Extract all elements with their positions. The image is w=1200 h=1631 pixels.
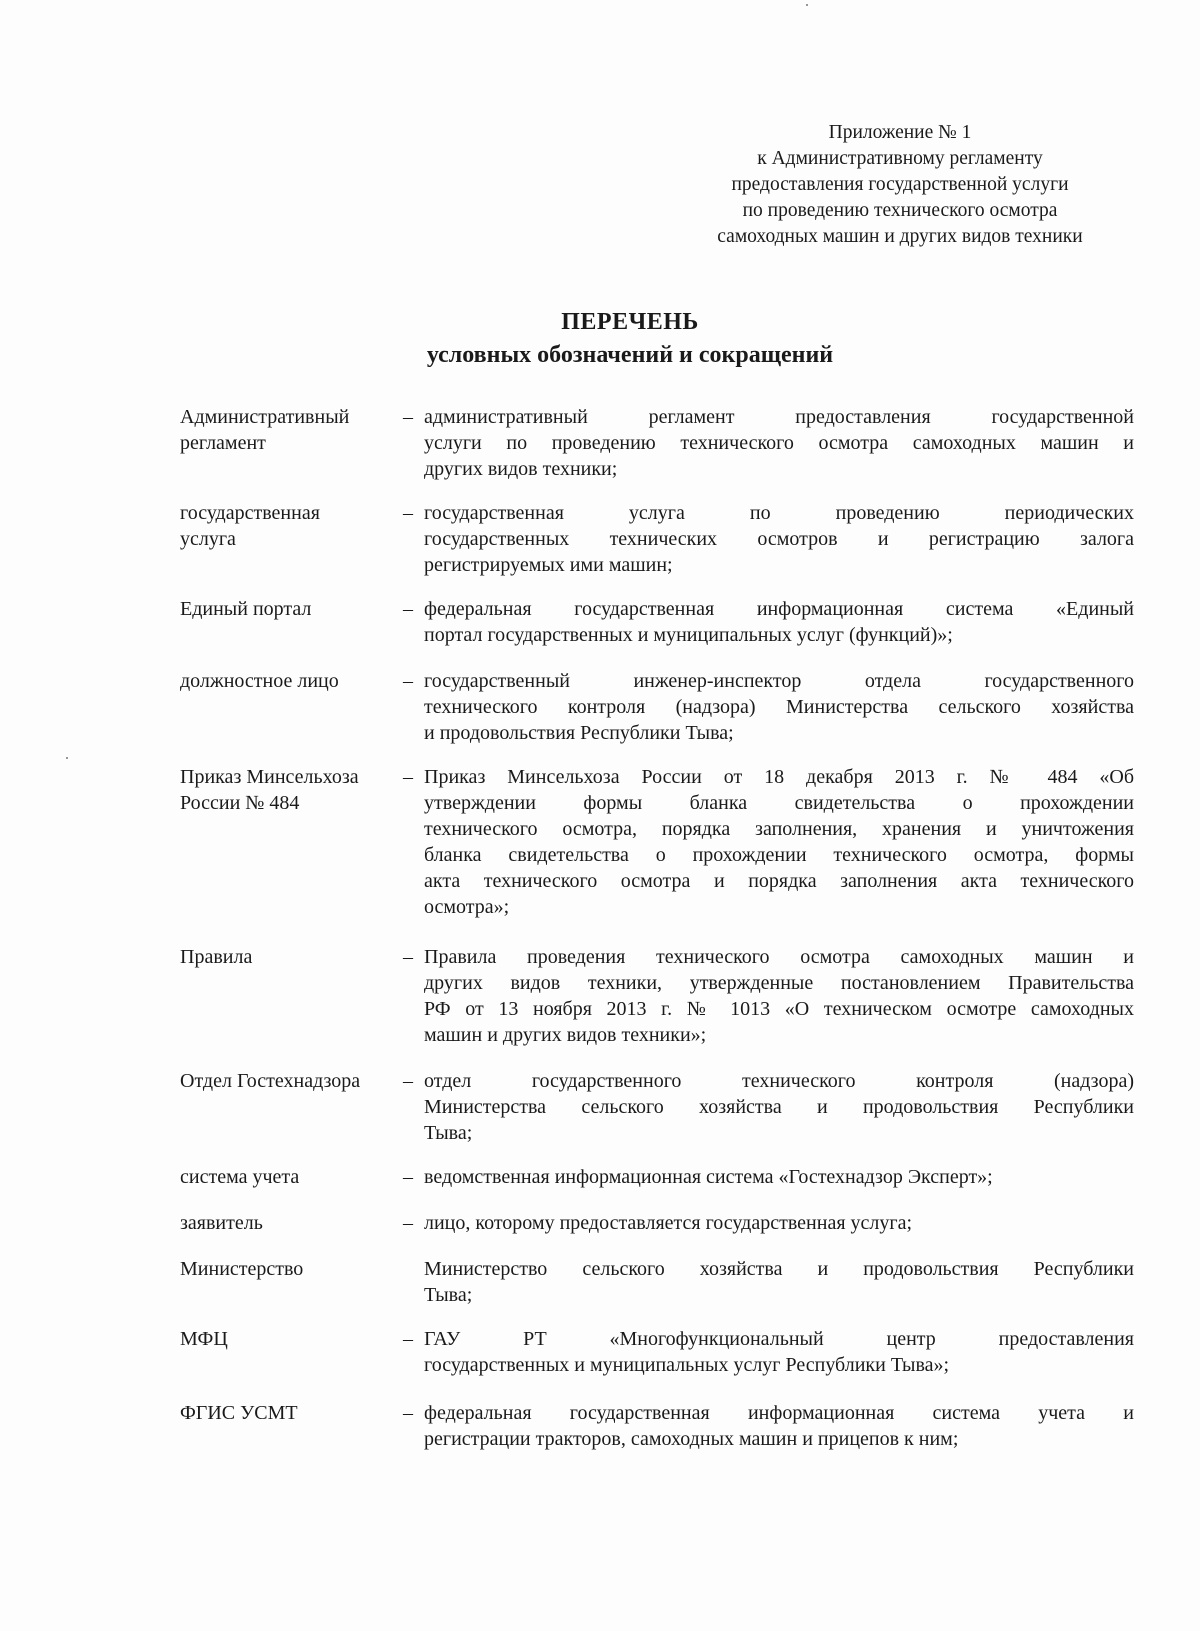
definition [424, 1164, 1134, 1190]
dash-separator: – [403, 1402, 413, 1424]
definition-line: технического контроля (надзора) Министерства сельского хозяйства [424, 696, 1134, 718]
definition [424, 668, 1134, 746]
dash-separator: – [403, 670, 413, 692]
term: Единый портал [180, 598, 312, 620]
definition-line: акта технического осмотра и порядка заполнения акта технического [424, 870, 1134, 892]
definition [424, 1210, 1134, 1236]
definition-line: Правила проведения технического осмотра самоходных машин и [424, 946, 1134, 968]
term: Правила [180, 946, 253, 968]
definition [424, 1256, 1134, 1308]
definition-line: государственный инженер-инспектор отдела государственного [424, 670, 1134, 692]
dash-separator: – [403, 1166, 413, 1188]
definition [424, 764, 1134, 920]
appendix-line: Приложение № 1 [828, 122, 972, 143]
term: заявитель [180, 1212, 263, 1234]
definition-line: машин и других видов техники»; [424, 1024, 707, 1046]
definition-line: Тыва; [424, 1122, 473, 1144]
term: Министерство [180, 1258, 304, 1280]
definition-line: Министерство сельского хозяйства и продовольствия Республики [424, 1258, 1134, 1280]
definition-line: лицо, которому предоставляется государственная услуга; [424, 1212, 913, 1234]
dash-separator: – [403, 946, 413, 968]
dash-separator: – [403, 502, 413, 524]
definition-line: РФ от 13 ноября 2013 г. № 1013 «О техническом осмотре самоходных [424, 998, 1134, 1020]
definition-line: утверждении формы бланка свидетельства о прохождении [424, 792, 1134, 814]
term: МФЦ [180, 1328, 228, 1350]
definition-line: федеральная государственная информационная система учета и [424, 1402, 1134, 1424]
definition-line: осмотра»; [424, 896, 510, 918]
definition [424, 944, 1134, 1048]
definition-line: бланка свидетельства о прохождении технического осмотра, формы [424, 844, 1134, 866]
dash-separator: – [403, 766, 413, 788]
definition-line: других видов техники; [424, 458, 618, 480]
scan-speck [806, 4, 808, 6]
definition-line: административный регламент предоставления государственной [424, 406, 1134, 428]
definition-line: федеральная государственная информационная система «Единый [424, 598, 1134, 620]
title-main: ПЕРЕЧЕНЬ [561, 309, 699, 335]
definition-line: услуги по проведению технического осмотра самоходных машин и [424, 432, 1134, 454]
definition [424, 1326, 1134, 1378]
definition [424, 1400, 1134, 1452]
definition-line: Тыва; [424, 1284, 473, 1306]
dash-separator: – [403, 1328, 413, 1350]
dash-separator: – [403, 598, 413, 620]
appendix-line: по проведению технического осмотра [742, 200, 1058, 221]
dash-separator: – [403, 1070, 413, 1092]
definition-line: регистрации тракторов, самоходных машин и прицепов к ним; [424, 1428, 959, 1450]
term: Приказ Минсельхоза России № 484 [180, 766, 359, 814]
definition-line: регистрируемых ими машин; [424, 554, 673, 576]
appendix-line: предоставления государственной услуги [731, 174, 1069, 195]
scan-speck [66, 757, 68, 759]
definition-line: государственных технических осмотров и регистрацию залога [424, 528, 1134, 550]
definition [424, 1068, 1134, 1146]
dash-separator: – [403, 406, 413, 428]
definition [424, 596, 1134, 648]
term: ФГИС УСМТ [180, 1402, 298, 1424]
definition-line: отдел государственного технического контроля (надзора) [424, 1070, 1134, 1092]
definition-line: государственных и муниципальных услуг Республики Тыва»; [424, 1354, 950, 1376]
title-subtitle: условных обозначений и сокращений [426, 342, 834, 368]
definition-line: Приказ Минсельхоза России от 18 декабря 2013 г. № 484 «Об [424, 766, 1134, 788]
definition-line: других видов техники, утвержденные постановлением Правительства [424, 972, 1134, 994]
definition-line: ГАУ РТ «Многофункциональный центр предоставления [424, 1328, 1134, 1350]
appendix-line: самоходных машин и других видов техники [717, 226, 1083, 247]
term: система учета [180, 1166, 300, 1188]
term: Административный регламент [180, 406, 350, 454]
term: Отдел Гостехнадзора [180, 1070, 361, 1092]
term: должностное лицо [180, 670, 339, 692]
definition-line: государственная услуга по проведению периодических [424, 502, 1134, 524]
appendix-line: к Административному регламенту [757, 148, 1043, 169]
definition-line: ведомственная информационная система «Гостехнадзор Эксперт»; [424, 1166, 993, 1188]
definition-line: Министерства сельского хозяйства и продовольствия Республики [424, 1096, 1134, 1118]
definition [424, 404, 1134, 482]
definition-line: и продовольствия Республики Тыва; [424, 722, 734, 744]
definition-line: технического осмотра, порядка заполнения, хранения и уничтожения [424, 818, 1134, 840]
dash-separator: – [403, 1212, 413, 1234]
definition-line: портал государственных и муниципальных услуг (функций)»; [424, 624, 953, 646]
term: государственная услуга [180, 502, 320, 550]
definition [424, 500, 1134, 578]
